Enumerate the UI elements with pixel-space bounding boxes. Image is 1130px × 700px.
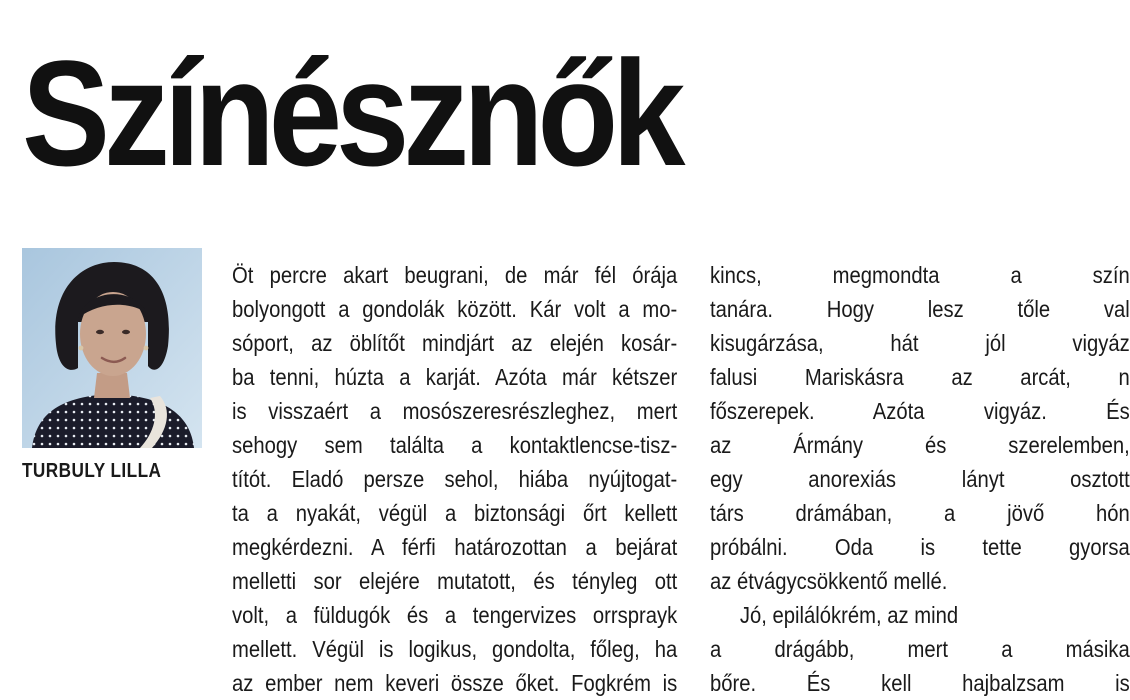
body-line: ba tenni, húzta a karját. Azóta már kétszer xyxy=(232,364,678,390)
body-line: egy anorexiás lányt osztott xyxy=(710,466,1130,492)
body-line: volt, a füldugók és a tengervizes orrsprayk xyxy=(232,602,678,628)
article-column-2 xyxy=(710,258,1130,700)
body-line: kincs, megmondta a szín xyxy=(710,262,1130,288)
body-line: főszerepek. Azóta vigyáz. És xyxy=(710,398,1130,424)
body-line: ta a nyakát, végül a biztonsági őrt kellett xyxy=(232,500,678,526)
article-column-1 xyxy=(232,258,678,700)
body-line: az ember nem keveri össze őket. Fogkrém is xyxy=(232,670,678,696)
body-line: próbálni. Oda is tette gyorsa xyxy=(710,534,1130,560)
body-line: bolyongott a gondolák között. Kár volt a mo- xyxy=(232,296,678,322)
body-line: megkérdezni. A férfi határozottan a bejárat xyxy=(232,534,678,560)
article-title: Színésznők xyxy=(22,29,680,197)
body-line: falusi Mariskásra az arcát, n xyxy=(710,364,1130,390)
author-name: TURBULY LILLA xyxy=(22,460,162,482)
body-line: bőre. És kell hajbalzsam is xyxy=(710,670,1130,696)
body-line: kisugárzása, hát jól vigyáz xyxy=(710,330,1130,356)
author-photo xyxy=(22,248,202,448)
body-line: títót. Eladó persze sehol, hiába nyújtogat- xyxy=(232,466,678,492)
body-line: társ drámában, a jövő hón xyxy=(710,500,1130,526)
body-line: Öt percre akart beugrani, de már fél órája xyxy=(232,262,678,288)
body-line: sehogy sem találta a kontaktlencse-tisz- xyxy=(232,432,678,458)
body-line: az Ármány és szerelemben, xyxy=(710,432,1130,458)
body-line: Jó, epilálókrém, az mind xyxy=(739,602,959,628)
body-line: is visszaért a mosószeresrészleghez, mert xyxy=(232,398,678,424)
body-line: mellett. Végül is logikus, gondolta, főleg, ha xyxy=(232,636,678,662)
body-line: az étvágycsökkentő mellé. xyxy=(710,568,948,594)
body-line: sóport, az öblítőt mindjárt az elején kosár- xyxy=(232,330,678,356)
body-line: tanára. Hogy lesz tőle val xyxy=(710,296,1130,322)
body-line: a drágább, mert a másika xyxy=(710,636,1130,662)
body-line: melletti sor elejére mutatott, és tényleg ott xyxy=(232,568,678,594)
author-portrait-image xyxy=(22,248,202,448)
